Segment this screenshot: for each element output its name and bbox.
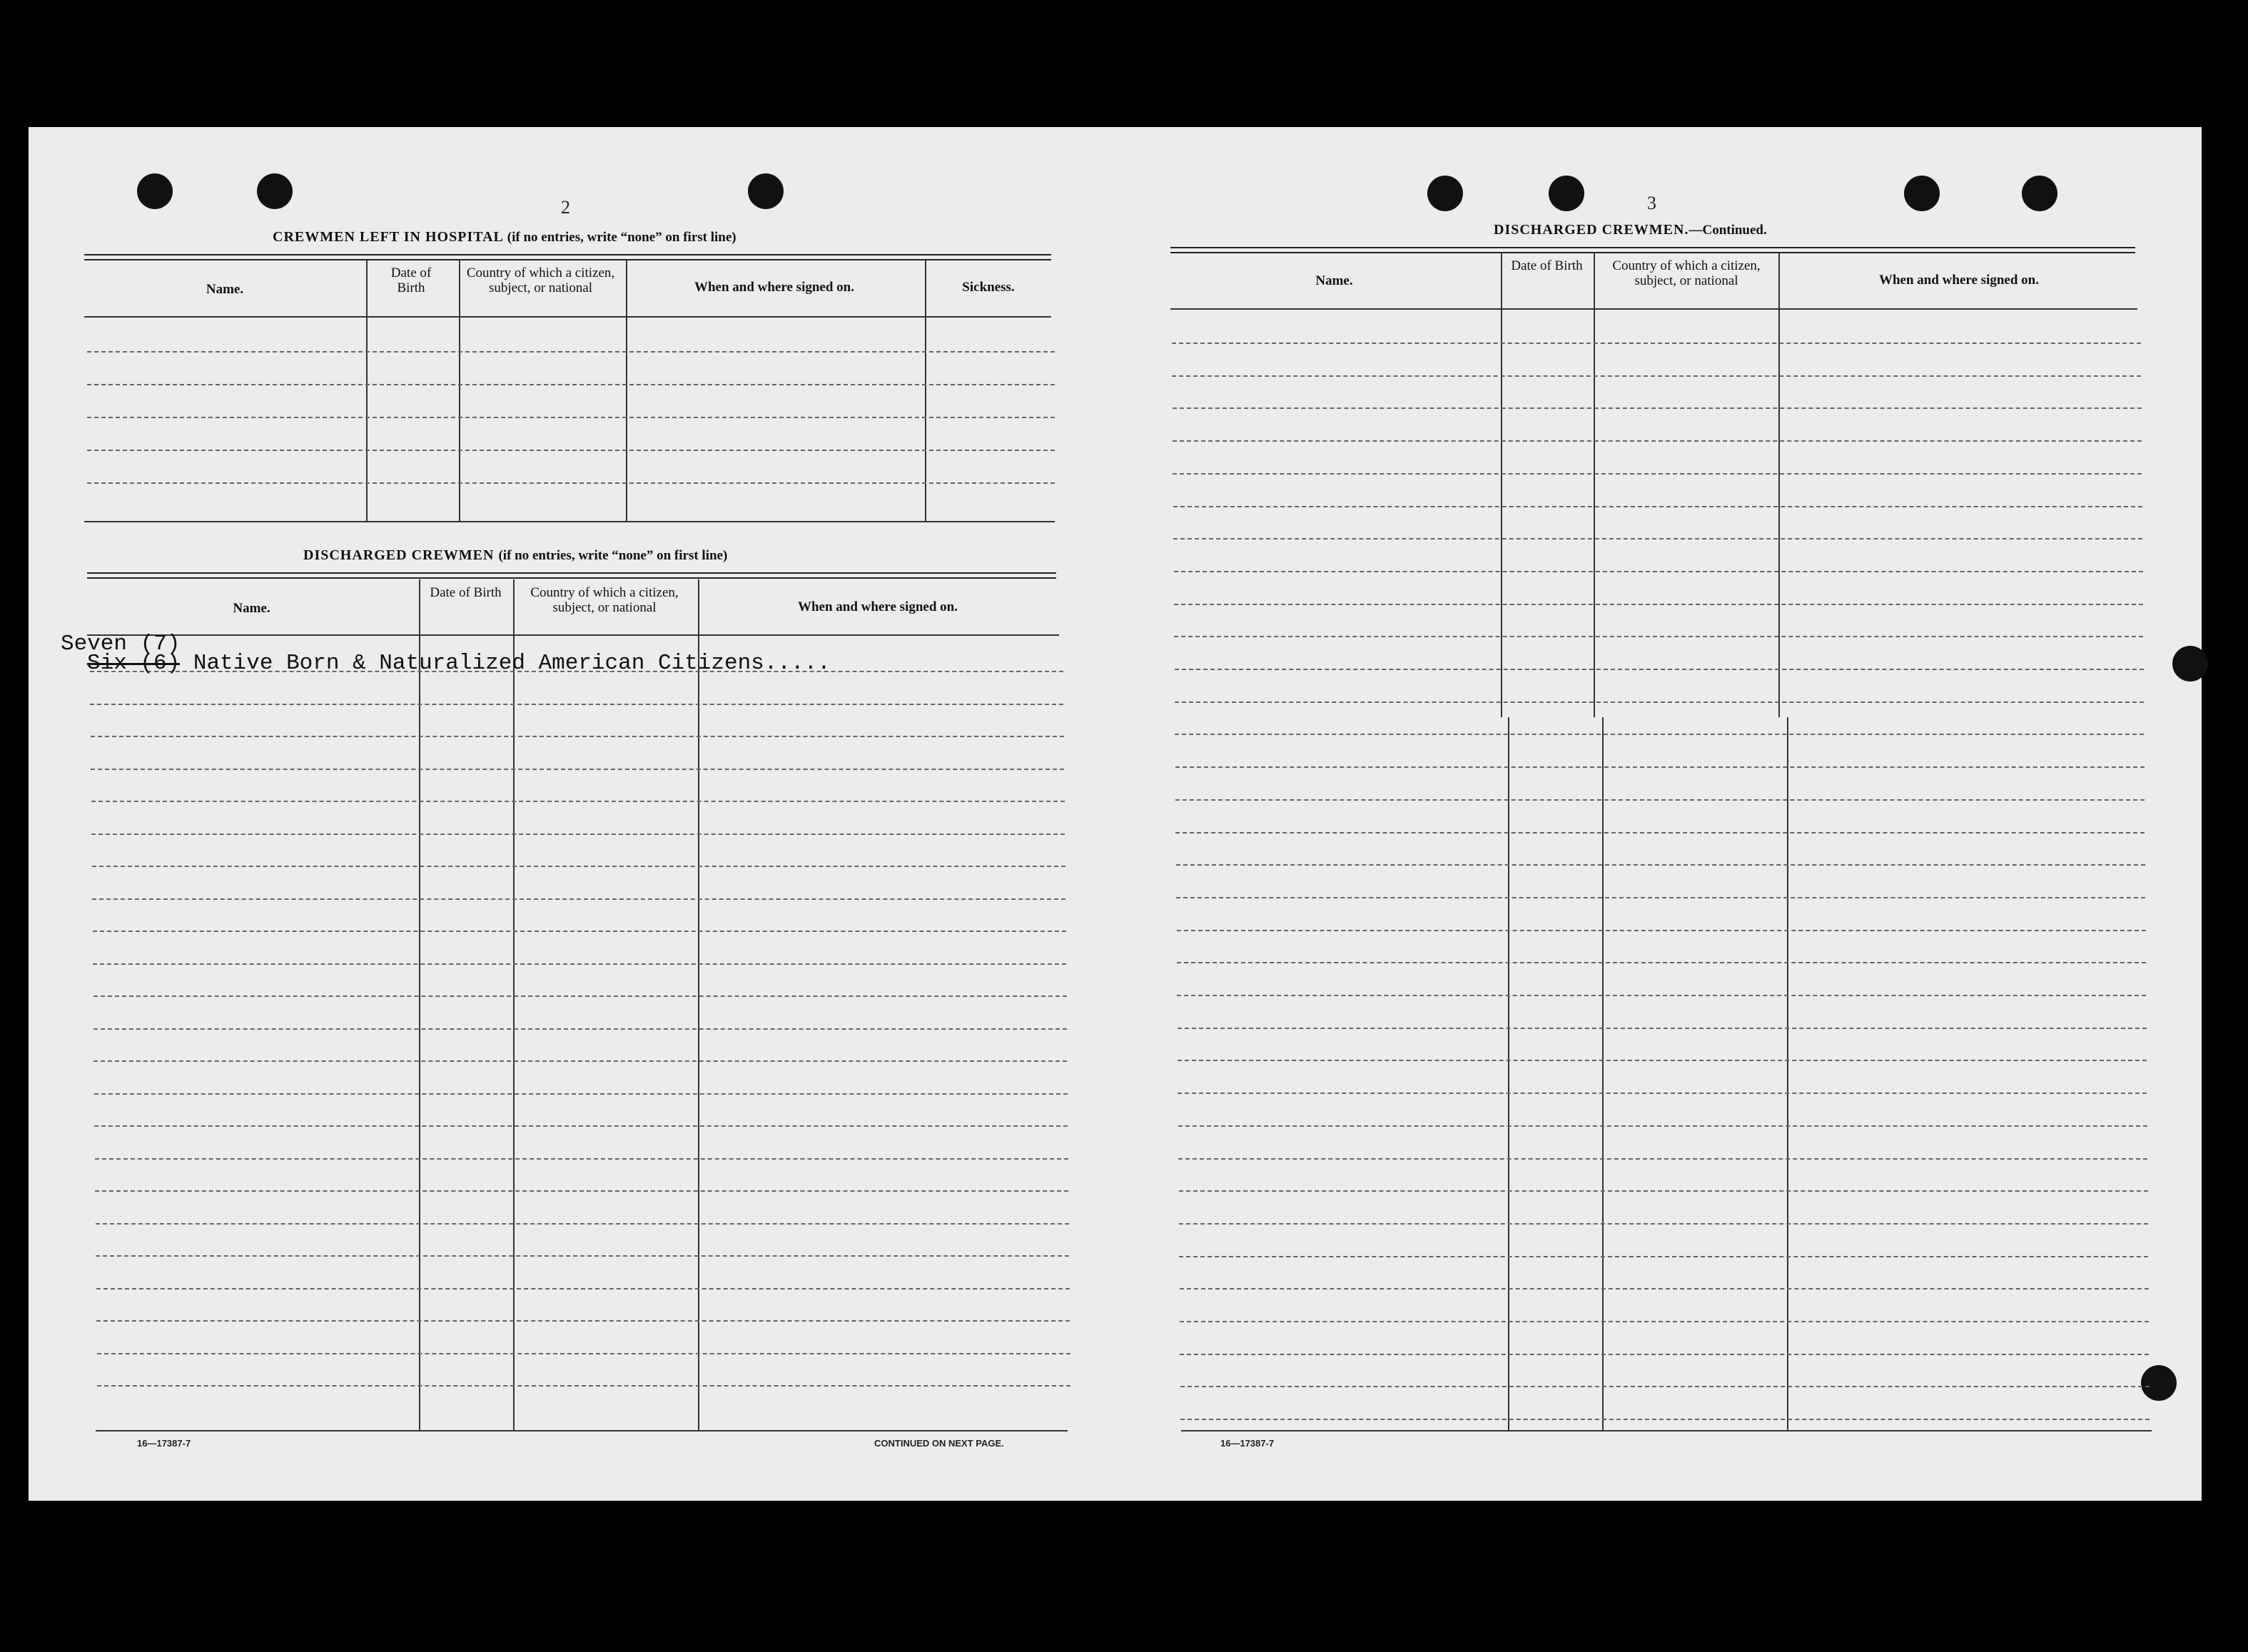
ruled-line [1173, 407, 2142, 409]
ruled-line [87, 417, 1055, 418]
ruled-line [1176, 897, 2145, 898]
ruled-line [1178, 1060, 2147, 1061]
right-col-divider [1787, 717, 1788, 1431]
ruled-line [1172, 343, 2141, 344]
typed-count-word: Seven (7) [61, 632, 181, 657]
ruled-line [1179, 1256, 2148, 1257]
hospital-title-text: CREWMEN LEFT IN HOSPITAL [273, 229, 503, 245]
ruled-line [1176, 864, 2145, 866]
punch-hole-icon [748, 173, 784, 209]
record-sheet [29, 127, 2202, 1501]
ruled-line [95, 1190, 1068, 1192]
discharged-instruction: (if no entries, write “none” on first line) [498, 548, 728, 563]
ruled-line [1180, 1386, 2150, 1387]
discharged-col-dob: Date of Birth [430, 585, 502, 600]
ruled-line [96, 1223, 1069, 1225]
right-col-divider [1778, 253, 1780, 717]
ruled-line [93, 963, 1066, 965]
ruled-line [1178, 1125, 2147, 1127]
ruled-line [1177, 930, 2146, 931]
hospital-instruction: (if no entries, write “none” on first line) [507, 230, 736, 245]
ruled-line [1174, 636, 2143, 637]
hospital-section-title [273, 229, 736, 245]
ruled-line [97, 1353, 1070, 1354]
right-col-dob: Date of Birth [1511, 258, 1583, 273]
punch-hole-icon [257, 173, 293, 209]
punch-hole-icon [1427, 176, 1463, 211]
discharged-col-divider [513, 579, 515, 1430]
ruled-line [1180, 1354, 2149, 1355]
right-col-name: Name. [1315, 273, 1353, 288]
discharged-col-name: Name. [233, 601, 270, 616]
ruled-line [1173, 473, 2142, 475]
ruled-line [1180, 1288, 2149, 1289]
ruled-line [1178, 1093, 2147, 1094]
right-col-signed-on: When and where signed on. [1878, 273, 2039, 288]
hospital-bottom-rule [84, 521, 1055, 522]
hospital-col-country: Country of which a citizen, subject, or national [466, 265, 615, 295]
ruled-line [1177, 995, 2146, 996]
ruled-line [1175, 766, 2145, 768]
punch-hole-icon [2141, 1365, 2177, 1401]
ruled-line [92, 866, 1065, 867]
ruled-line [94, 1125, 1068, 1127]
ruled-line [91, 801, 1065, 802]
discharged-bottom-rule [96, 1430, 1068, 1431]
hospital-col-sickness: Sickness. [962, 280, 1015, 295]
form-number: 16—17387-7 [1220, 1438, 1275, 1449]
ruled-line [1173, 506, 2142, 507]
ruled-line [1178, 1028, 2147, 1029]
page-number: 3 [1647, 193, 1656, 213]
continued-note: CONTINUED ON NEXT PAGE. [874, 1438, 1004, 1449]
ruled-line [87, 450, 1055, 451]
hospital-col-dob: Date of Birth [390, 265, 432, 295]
ruled-line [1179, 1190, 2148, 1192]
ruled-line [1180, 1321, 2149, 1322]
ruled-line [87, 351, 1055, 353]
ruled-line [90, 704, 1063, 705]
ruled-line [97, 1385, 1070, 1387]
form-number: 16—17387-7 [137, 1438, 191, 1449]
ruled-line [93, 995, 1067, 997]
ruled-line [1174, 571, 2143, 572]
discharged-header-rule [87, 634, 1059, 636]
ruled-line [1179, 1223, 2148, 1225]
ruled-line [96, 1288, 1070, 1289]
typed-entry-line [87, 651, 831, 676]
discharged-col-country: Country of which a citizen, subject, or national [530, 585, 679, 615]
ruled-line [92, 898, 1065, 900]
ruled-line [1173, 440, 2142, 442]
continued-suffix: —Continued. [1688, 223, 1767, 238]
discharged-col-divider [698, 579, 699, 1430]
right-bottom-rule [1181, 1430, 2152, 1431]
ruled-line [1173, 538, 2142, 539]
discharged-col-signed-on: When and where signed on. [797, 599, 958, 614]
ruled-line [91, 769, 1064, 770]
ruled-line [1175, 669, 2144, 670]
hospital-top-rule [84, 254, 1051, 260]
ruled-line [87, 384, 1055, 385]
discharged-col-divider [419, 579, 420, 1430]
discharged-title-text: DISCHARGED CREWMEN [303, 547, 495, 563]
ruled-line [87, 482, 1055, 484]
ruled-line [1177, 962, 2146, 963]
ruled-line [1172, 375, 2141, 377]
ruled-line [1175, 734, 2144, 735]
punch-hole-icon [2022, 176, 2057, 211]
hospital-col-signed-on: When and where signed on. [694, 280, 854, 295]
ruled-line [93, 1028, 1067, 1030]
punch-hole-icon [137, 173, 173, 209]
discharged-top-rule [87, 572, 1056, 579]
discharged-continued-title-text: DISCHARGED CREWMEN. [1494, 222, 1689, 238]
ruled-line [1175, 799, 2145, 801]
typed-entry-text: Native Born & Naturalized American Citizens..... [193, 651, 831, 676]
discharged-section-title [303, 547, 727, 564]
page-number: 2 [561, 197, 570, 218]
ruled-line [96, 1320, 1070, 1322]
struck-count: Six (6) [87, 651, 181, 676]
hospital-col-name: Name. [206, 282, 244, 297]
ruled-line [91, 833, 1065, 835]
right-top-rule [1170, 247, 2135, 253]
ruled-line [1175, 701, 2144, 703]
right-col-divider [1602, 717, 1604, 1431]
ruled-line [1175, 832, 2145, 833]
hospital-header-rule [84, 316, 1051, 318]
right-col-country: Country of which a citizen, subject, or national [1612, 258, 1761, 288]
right-col-divider [1508, 717, 1509, 1431]
punch-hole-icon [1549, 176, 1584, 211]
ruled-line [1180, 1419, 2150, 1420]
ruled-line [93, 1060, 1067, 1062]
right-col-divider [1594, 253, 1595, 717]
ruled-line [94, 1093, 1068, 1095]
punch-hole-icon [1904, 176, 1940, 211]
punch-hole-icon [2172, 646, 2208, 681]
ruled-line [93, 931, 1066, 932]
ruled-line [91, 736, 1064, 737]
right-col-divider [1501, 253, 1502, 717]
discharged-continued-title [1494, 222, 1767, 238]
ruled-line [1174, 604, 2143, 605]
right-header-rule [1170, 308, 2137, 310]
ruled-line [95, 1158, 1068, 1160]
ruled-line [1178, 1158, 2147, 1160]
ruled-line [96, 1255, 1069, 1257]
